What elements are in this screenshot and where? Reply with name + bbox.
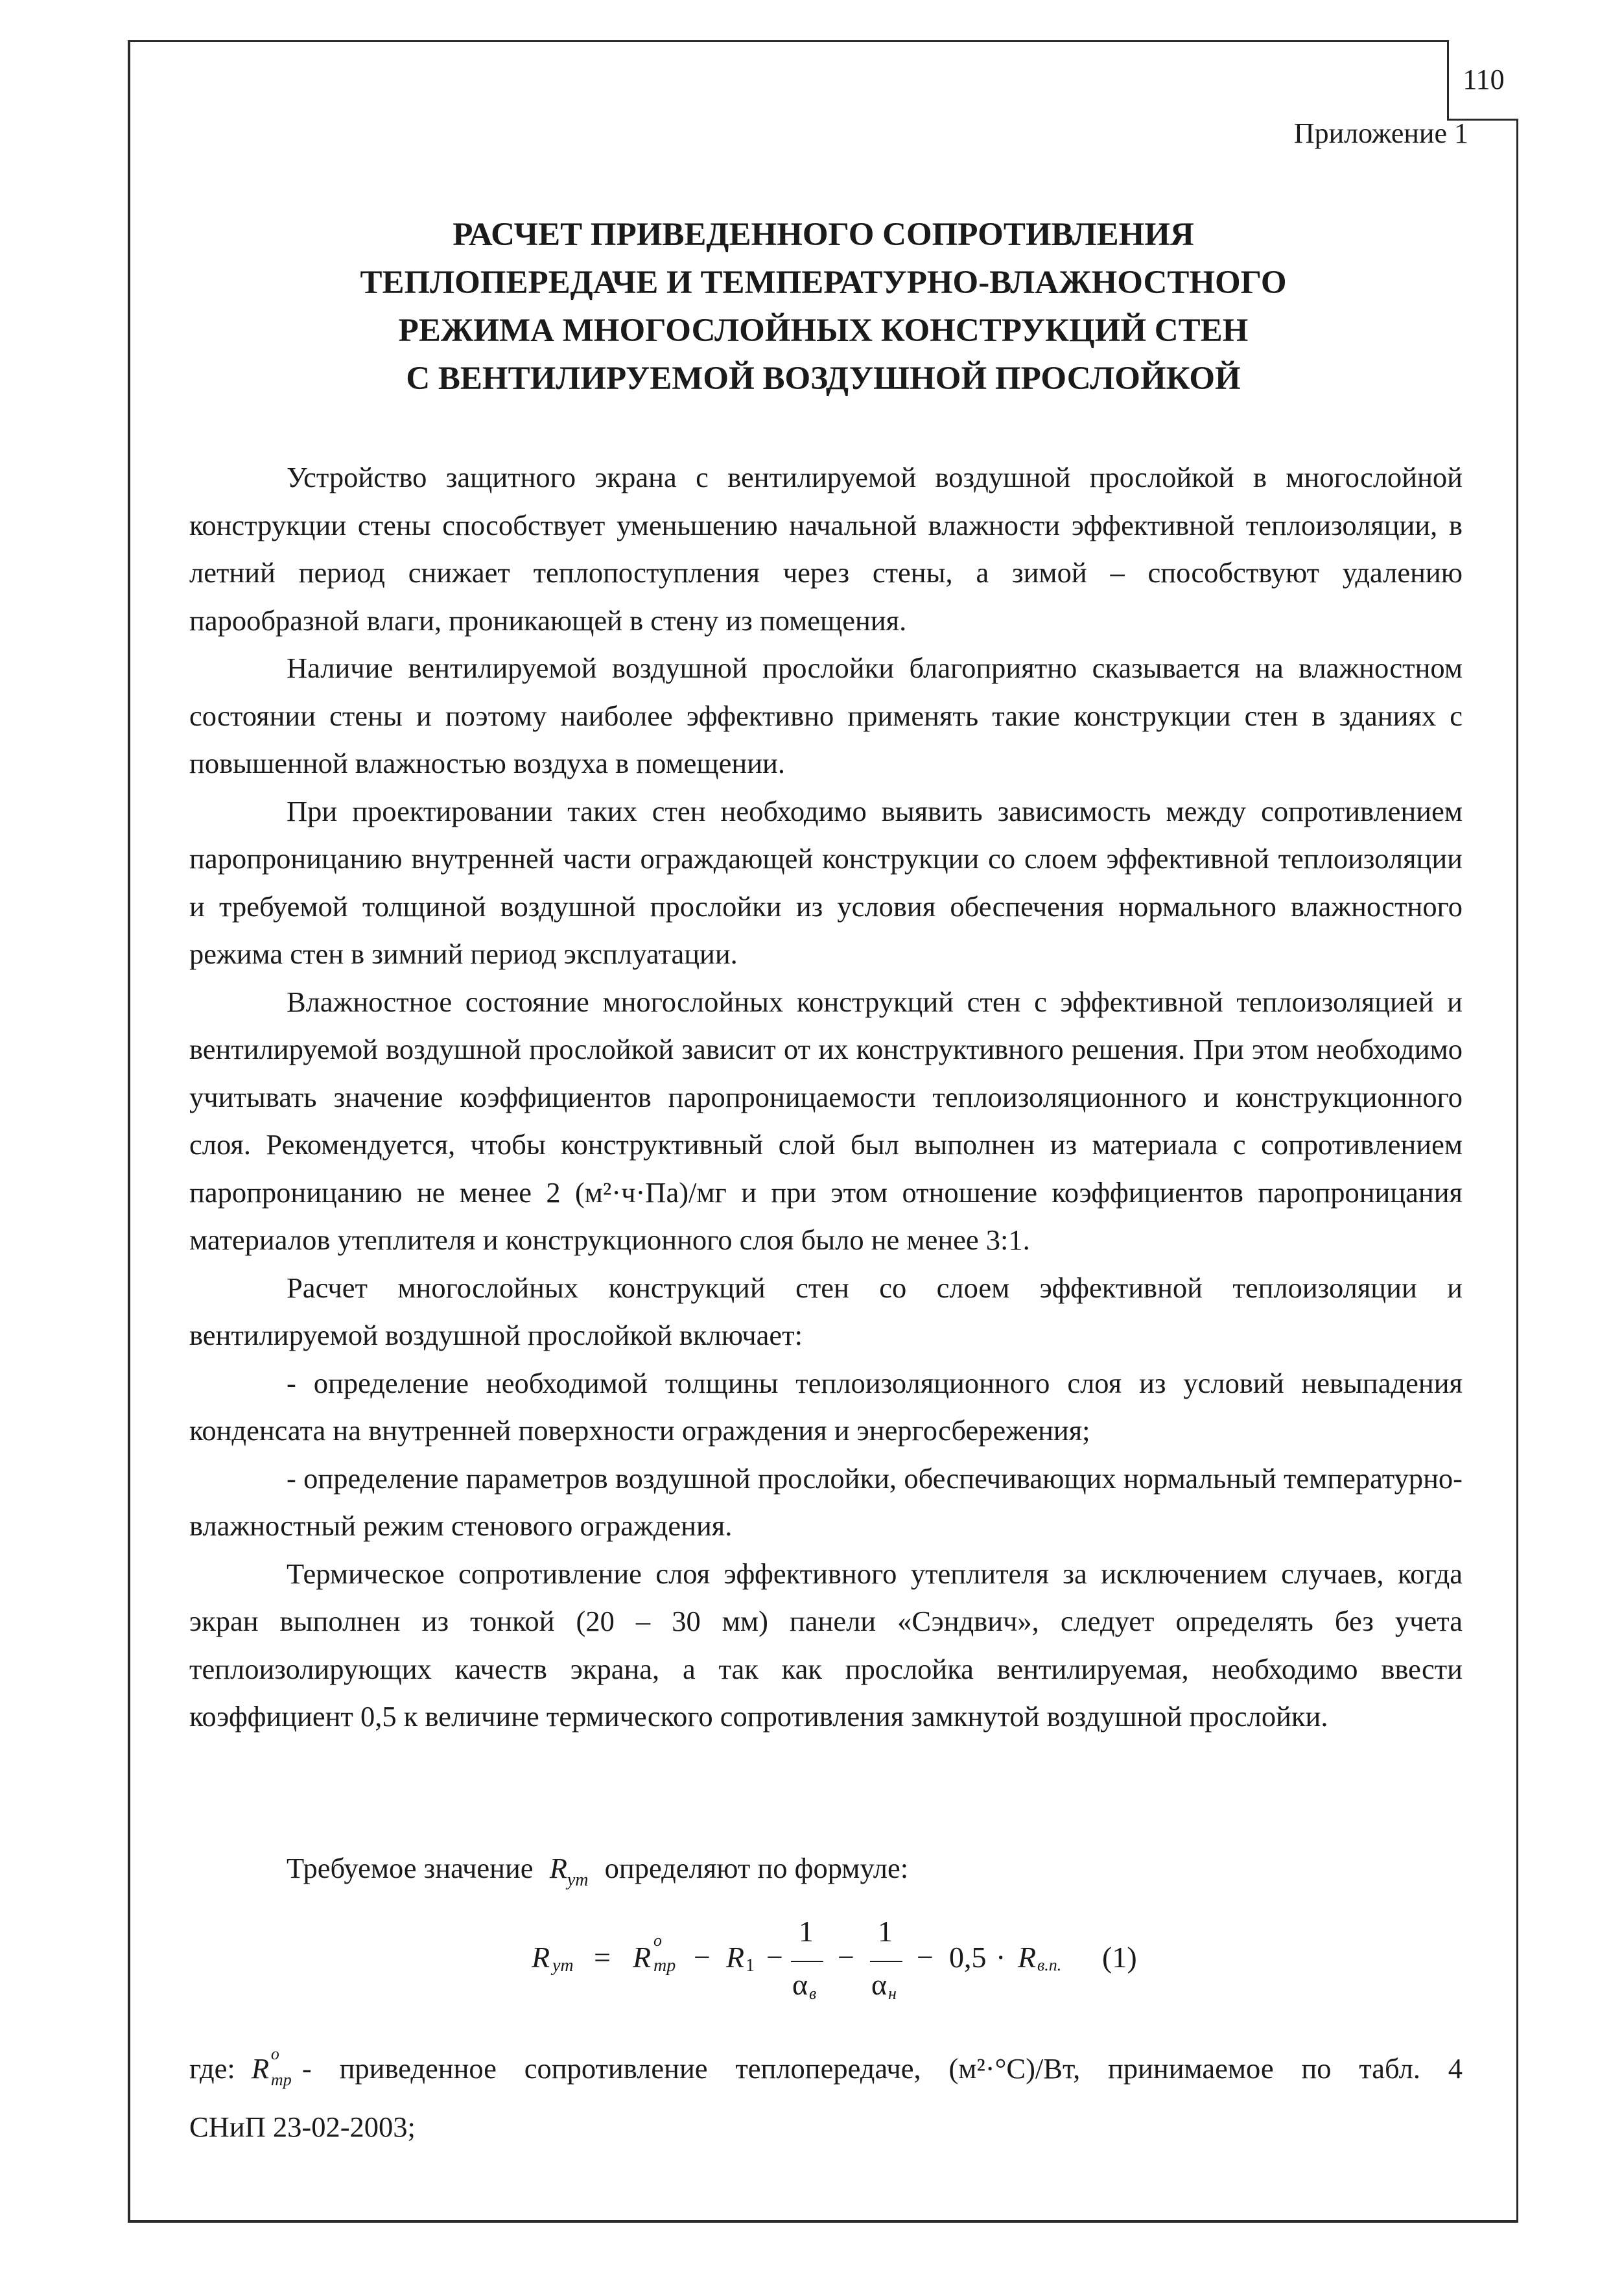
formula-1: [532, 1915, 1180, 2017]
where-label: где:: [189, 2052, 235, 2085]
formula-minus: −: [917, 1941, 934, 1974]
paragraph: Наличие вентилируемой воздушной прослойки благоприятно сказывается на влажностном состоянии стены и поэтому наиболее эффективно применять такие конструкции стен в зданиях с повышенной влажностью воздуха в помещении.: [189, 652, 1463, 779]
formula-intro-symbol: R: [549, 1852, 567, 1884]
formula-rvp-sub: в.п.: [1037, 1956, 1062, 1974]
paragraph: При проектировании таких стен необходимо выявить зависимость между сопротивлением паропроницанию внутренней части ограждающей конструкции со слоем эффективной теплоизоляции и требуемой толщиной воздушной прослойки из условия обеспечения нормального влажностного режима стен в зимний период эксплуатации.: [189, 794, 1463, 970]
formula-intro-text-after: определяют по формуле:: [604, 1852, 909, 1884]
page-number: 110: [1447, 40, 1518, 121]
where-line: [189, 2039, 1463, 2098]
formula-lhs-sub: ут: [552, 1956, 574, 1976]
title-line: РЕЖИМА МНОГОСЛОЙНЫХ КОНСТРУКЦИЙ СТЕН: [398, 313, 1249, 349]
frac-alpha-sub: н: [888, 1984, 897, 2003]
where-label-and-symbol: [189, 2039, 293, 2098]
formula-minus: −: [766, 1941, 783, 1974]
fraction-bar: [870, 1961, 902, 1962]
fraction-bar: [791, 1961, 823, 1962]
formula-dot: ·: [996, 1941, 1006, 1974]
frac-alpha: α: [792, 1968, 808, 2001]
frac-alpha: α: [871, 1968, 888, 2001]
formula-minus: −: [838, 1941, 854, 1974]
formula-lhs: R: [532, 1941, 550, 1974]
paragraph: Расчет многослойных конструкций стен со слоем эффективной теплоизоляции и вентилируемой воздушной прослойкой включает:: [189, 1271, 1463, 1351]
where-description-cont: СНиП 23-02-2003;: [189, 2111, 416, 2143]
list-item: - определение параметров воздушной прослойки, обеспечивающих нормальный температурно-влажностный режим стенового ограждения.: [189, 1462, 1463, 1542]
formula-intro: [287, 1851, 909, 1890]
formula-r0-sup: о: [653, 1931, 662, 1950]
formula-rvp: R: [1018, 1941, 1037, 1974]
title-line: ТЕПЛОПЕРЕДАЧЕ И ТЕМПЕРАТУРНО-ВЛАЖНОСТНОГО: [360, 265, 1287, 301]
body-text: [189, 454, 1463, 1741]
formula-r0-sub: тр: [653, 1956, 676, 1976]
formula-r1-sub: 1: [746, 1956, 755, 1976]
formula-number: (1): [1102, 1941, 1137, 1974]
where-block: [189, 2039, 1463, 2156]
formula-r1: R: [726, 1941, 745, 1974]
formula-r0: R: [633, 1941, 652, 1974]
formula-intro-symbol-sub: ут: [567, 1870, 589, 1890]
title-line: С ВЕНТИЛИРУЕМОЙ ВОЗДУШНОЙ ПРОСЛОЙКОЙ: [406, 361, 1241, 397]
frac-alpha-sub: в: [809, 1984, 817, 2003]
formula-minus: −: [694, 1941, 711, 1974]
list-item: - определение необходимой толщины теплоизоляционного слоя из условий невыпадения конденсата на внутренней поверхности ограждения и энергосбережения;: [189, 1366, 1463, 1447]
where-symbol: R о тр: [251, 2044, 292, 2089]
formula-intro-text: Требуемое значение: [287, 1852, 534, 1884]
appendix-label: Приложение 1: [1293, 117, 1468, 149]
frac-numerator: 1: [878, 1915, 893, 1948]
paragraph: Термическое сопротивление слоя эффективного утеплителя за исключением случаев, когда экран выполнен из тонкой (20 – 30 мм) панели «Сэндвич», следует определять без учета теплоизолирующих качеств экрана, а так как прослойка вентилируемая, необходимо ввести коэффициент 0,5 к величине термического сопротивления замкнутой воздушной прослойки.: [189, 1557, 1463, 1733]
paragraph: Устройство защитного экрана с вентилируемой воздушной прослойкой в многослойной конструкции стены способствует уменьшению начальной влажности эффективной теплоизоляции, в летний период снижает теплопоступления через стены, а зимой – способствуют удалению парообразной влаги, проникающей в стену из помещения.: [189, 461, 1463, 637]
formula-coef: 0,5: [949, 1941, 987, 1974]
title-line: РАСЧЕТ ПРИВЕДЕННОГО СОПРОТИВЛЕНИЯ: [453, 217, 1194, 253]
where-description: - приведенное сопротивление теплопередаче, (м²·°С)/Вт, принимаемое по табл. 4: [301, 2052, 1463, 2085]
paragraph: Влажностное состояние многослойных конструкций стен с эффективной теплоизоляцией и вентилируемой воздушной прослойкой зависит от их конструктивного решения. При этом необходимо учитывать значение коэффициентов паропроницаемости теплоизоляционного и конструкционного слоя. Рекомендуется, чтобы конструктивный слой был выполнен из материала с сопротивлением паропроницанию не менее 2 (м²·ч·Па)/мг и при этом отношение коэффициентов паропроницания материалов утеплителя и конструкционного слоя было не менее 3:1.: [189, 985, 1463, 1256]
document-title: [188, 211, 1459, 403]
frac-numerator: 1: [799, 1915, 814, 1948]
formula-equals: =: [594, 1941, 611, 1974]
